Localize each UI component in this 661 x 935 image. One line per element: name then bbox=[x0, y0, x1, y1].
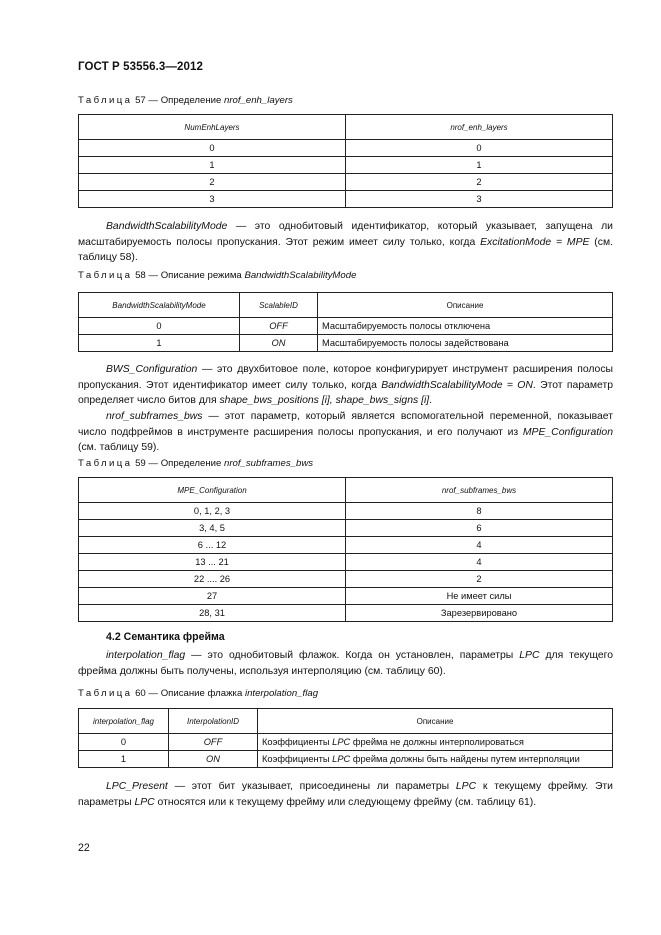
table-cell: 22 .... 26 bbox=[79, 571, 346, 588]
table58-caption: Таблица 58 — Описание режима BandwidthScalabilityMode bbox=[78, 270, 357, 281]
table-row bbox=[79, 571, 613, 588]
table59-caption: Таблица 59 — Определение nrof_subframes_bws bbox=[78, 458, 314, 469]
table-cell: 0, 1, 2, 3 bbox=[79, 503, 346, 520]
paragraph-bws-configuration: BWS_Configuration — это двухбитовое поле, которое конфигурирует инструмент расширения полосы пропускания. Этот идентификатор имеет силу только, когда BandwidthScalabilityMode = ON. Этот параметр определяет число битов для shape_bws_positions [i], shape_bws_signs [i]. bbox=[78, 364, 613, 407]
table-row bbox=[79, 751, 613, 768]
table-cell: 0 bbox=[79, 318, 240, 335]
table-header-cell: interpolation_flag bbox=[79, 709, 169, 734]
table-cell: 4 bbox=[346, 554, 613, 571]
document-header: ГОСТ Р 53556.3—2012 bbox=[78, 61, 203, 73]
table-cell: 13 ... 21 bbox=[79, 554, 346, 571]
paragraph-lpc-present: LPC_Present — этот бит указывает, присоединены ли параметры LPC к текущему фрейму. Эти параметры LPC относятся или к текущему фрейму или следующему фрейму (см. таблицу 61). bbox=[78, 781, 613, 808]
table-header-row bbox=[79, 115, 613, 140]
table-cell: ON bbox=[169, 751, 258, 768]
table-cell: OFF bbox=[240, 318, 318, 335]
section-heading: 4.2 Семантика фрейма bbox=[106, 631, 225, 643]
table-cell: Коэффициенты LPC фрейма должны быть найдены путем интерполяции bbox=[258, 751, 613, 768]
table-cell: 0 bbox=[79, 734, 169, 751]
table-cell: 4 bbox=[346, 537, 613, 554]
paragraph-nrof-subframes-bws: nrof_subframes_bws — этот параметр, который является вспомогательной переменной, показывает число подфреймов в инструменте расширения полосы пропускания, и его получают из MPE_Configuration (см. таблицу 59). bbox=[78, 411, 613, 454]
table-row bbox=[79, 174, 613, 191]
table60-caption: Таблица 60 — Описание флажка interpolation_flag bbox=[78, 688, 319, 699]
table-cell: 1 bbox=[79, 335, 240, 352]
table-row bbox=[79, 191, 613, 208]
table-header-cell: Описание bbox=[318, 293, 613, 318]
table57-caption: Таблица 57 — Определение nrof_enh_layers bbox=[78, 95, 293, 106]
table-row bbox=[79, 503, 613, 520]
table-cell: OFF bbox=[169, 734, 258, 751]
table-cell: 2 bbox=[346, 174, 613, 191]
table-row bbox=[79, 537, 613, 554]
table-cell: 6 bbox=[346, 520, 613, 537]
table-row bbox=[79, 140, 613, 157]
table-header-cell: nrof_enh_layers bbox=[346, 115, 613, 140]
table-cell: 2 bbox=[79, 174, 346, 191]
table-row bbox=[79, 520, 613, 537]
table-header-cell: Описание bbox=[258, 709, 613, 734]
table-row bbox=[79, 157, 613, 174]
paragraph-interpolation-flag: interpolation_flag — это однобитовый флажок. Когда он установлен, параметры LPC для текущего фрейма должны быть получены, используя интерполяцию (см. таблицу 60). bbox=[78, 650, 613, 677]
table57 bbox=[78, 114, 613, 208]
table-cell: Зарезервировано bbox=[346, 605, 613, 622]
table-row bbox=[79, 318, 613, 335]
table-cell: 3, 4, 5 bbox=[79, 520, 346, 537]
paragraph-bandwidth-scalability-mode: BandwidthScalabilityMode — это однобитовый идентификатор, который указывает, запущена ли масштабируемость полосы пропускания. Этот режим имеет силу только, когда ExcitationMode = MPE (см. таблицу 58). bbox=[78, 221, 613, 264]
table-header-row bbox=[79, 709, 613, 734]
table-header-cell: BandwidthScalabilityMode bbox=[79, 293, 240, 318]
table-cell: 2 bbox=[346, 571, 613, 588]
table-cell: 28, 31 bbox=[79, 605, 346, 622]
table-header-cell: ScalableID bbox=[240, 293, 318, 318]
table-cell: Коэффициенты LPC фрейма не должны интерполироваться bbox=[258, 734, 613, 751]
table-row bbox=[79, 588, 613, 605]
table-cell: 3 bbox=[79, 191, 346, 208]
table-cell: 6 ... 12 bbox=[79, 537, 346, 554]
table-header-cell: InterpolationID bbox=[169, 709, 258, 734]
table58 bbox=[78, 292, 613, 352]
table-header-cell: NumEnhLayers bbox=[79, 115, 346, 140]
table-cell: 8 bbox=[346, 503, 613, 520]
table-cell: Не имеет силы bbox=[346, 588, 613, 605]
table-header-cell: nrof_subframes_bws bbox=[346, 478, 613, 503]
table60 bbox=[78, 708, 613, 768]
table-cell: 0 bbox=[346, 140, 613, 157]
page-number: 22 bbox=[78, 842, 90, 854]
table-cell: 1 bbox=[346, 157, 613, 174]
table-header-row bbox=[79, 293, 613, 318]
table-header-cell: MPE_Configuration bbox=[79, 478, 346, 503]
table-cell: Масштабируемость полосы задействована bbox=[318, 335, 613, 352]
table-cell: 1 bbox=[79, 751, 169, 768]
table-cell: 1 bbox=[79, 157, 346, 174]
table-row bbox=[79, 605, 613, 622]
table-cell: 0 bbox=[79, 140, 346, 157]
table-header-row bbox=[79, 478, 613, 503]
table-cell: 3 bbox=[346, 191, 613, 208]
table-row bbox=[79, 554, 613, 571]
table-cell: 27 bbox=[79, 588, 346, 605]
table-row bbox=[79, 335, 613, 352]
table-row bbox=[79, 734, 613, 751]
table59 bbox=[78, 477, 613, 622]
table-cell: Масштабируемость полосы отключена bbox=[318, 318, 613, 335]
table-cell: ON bbox=[240, 335, 318, 352]
